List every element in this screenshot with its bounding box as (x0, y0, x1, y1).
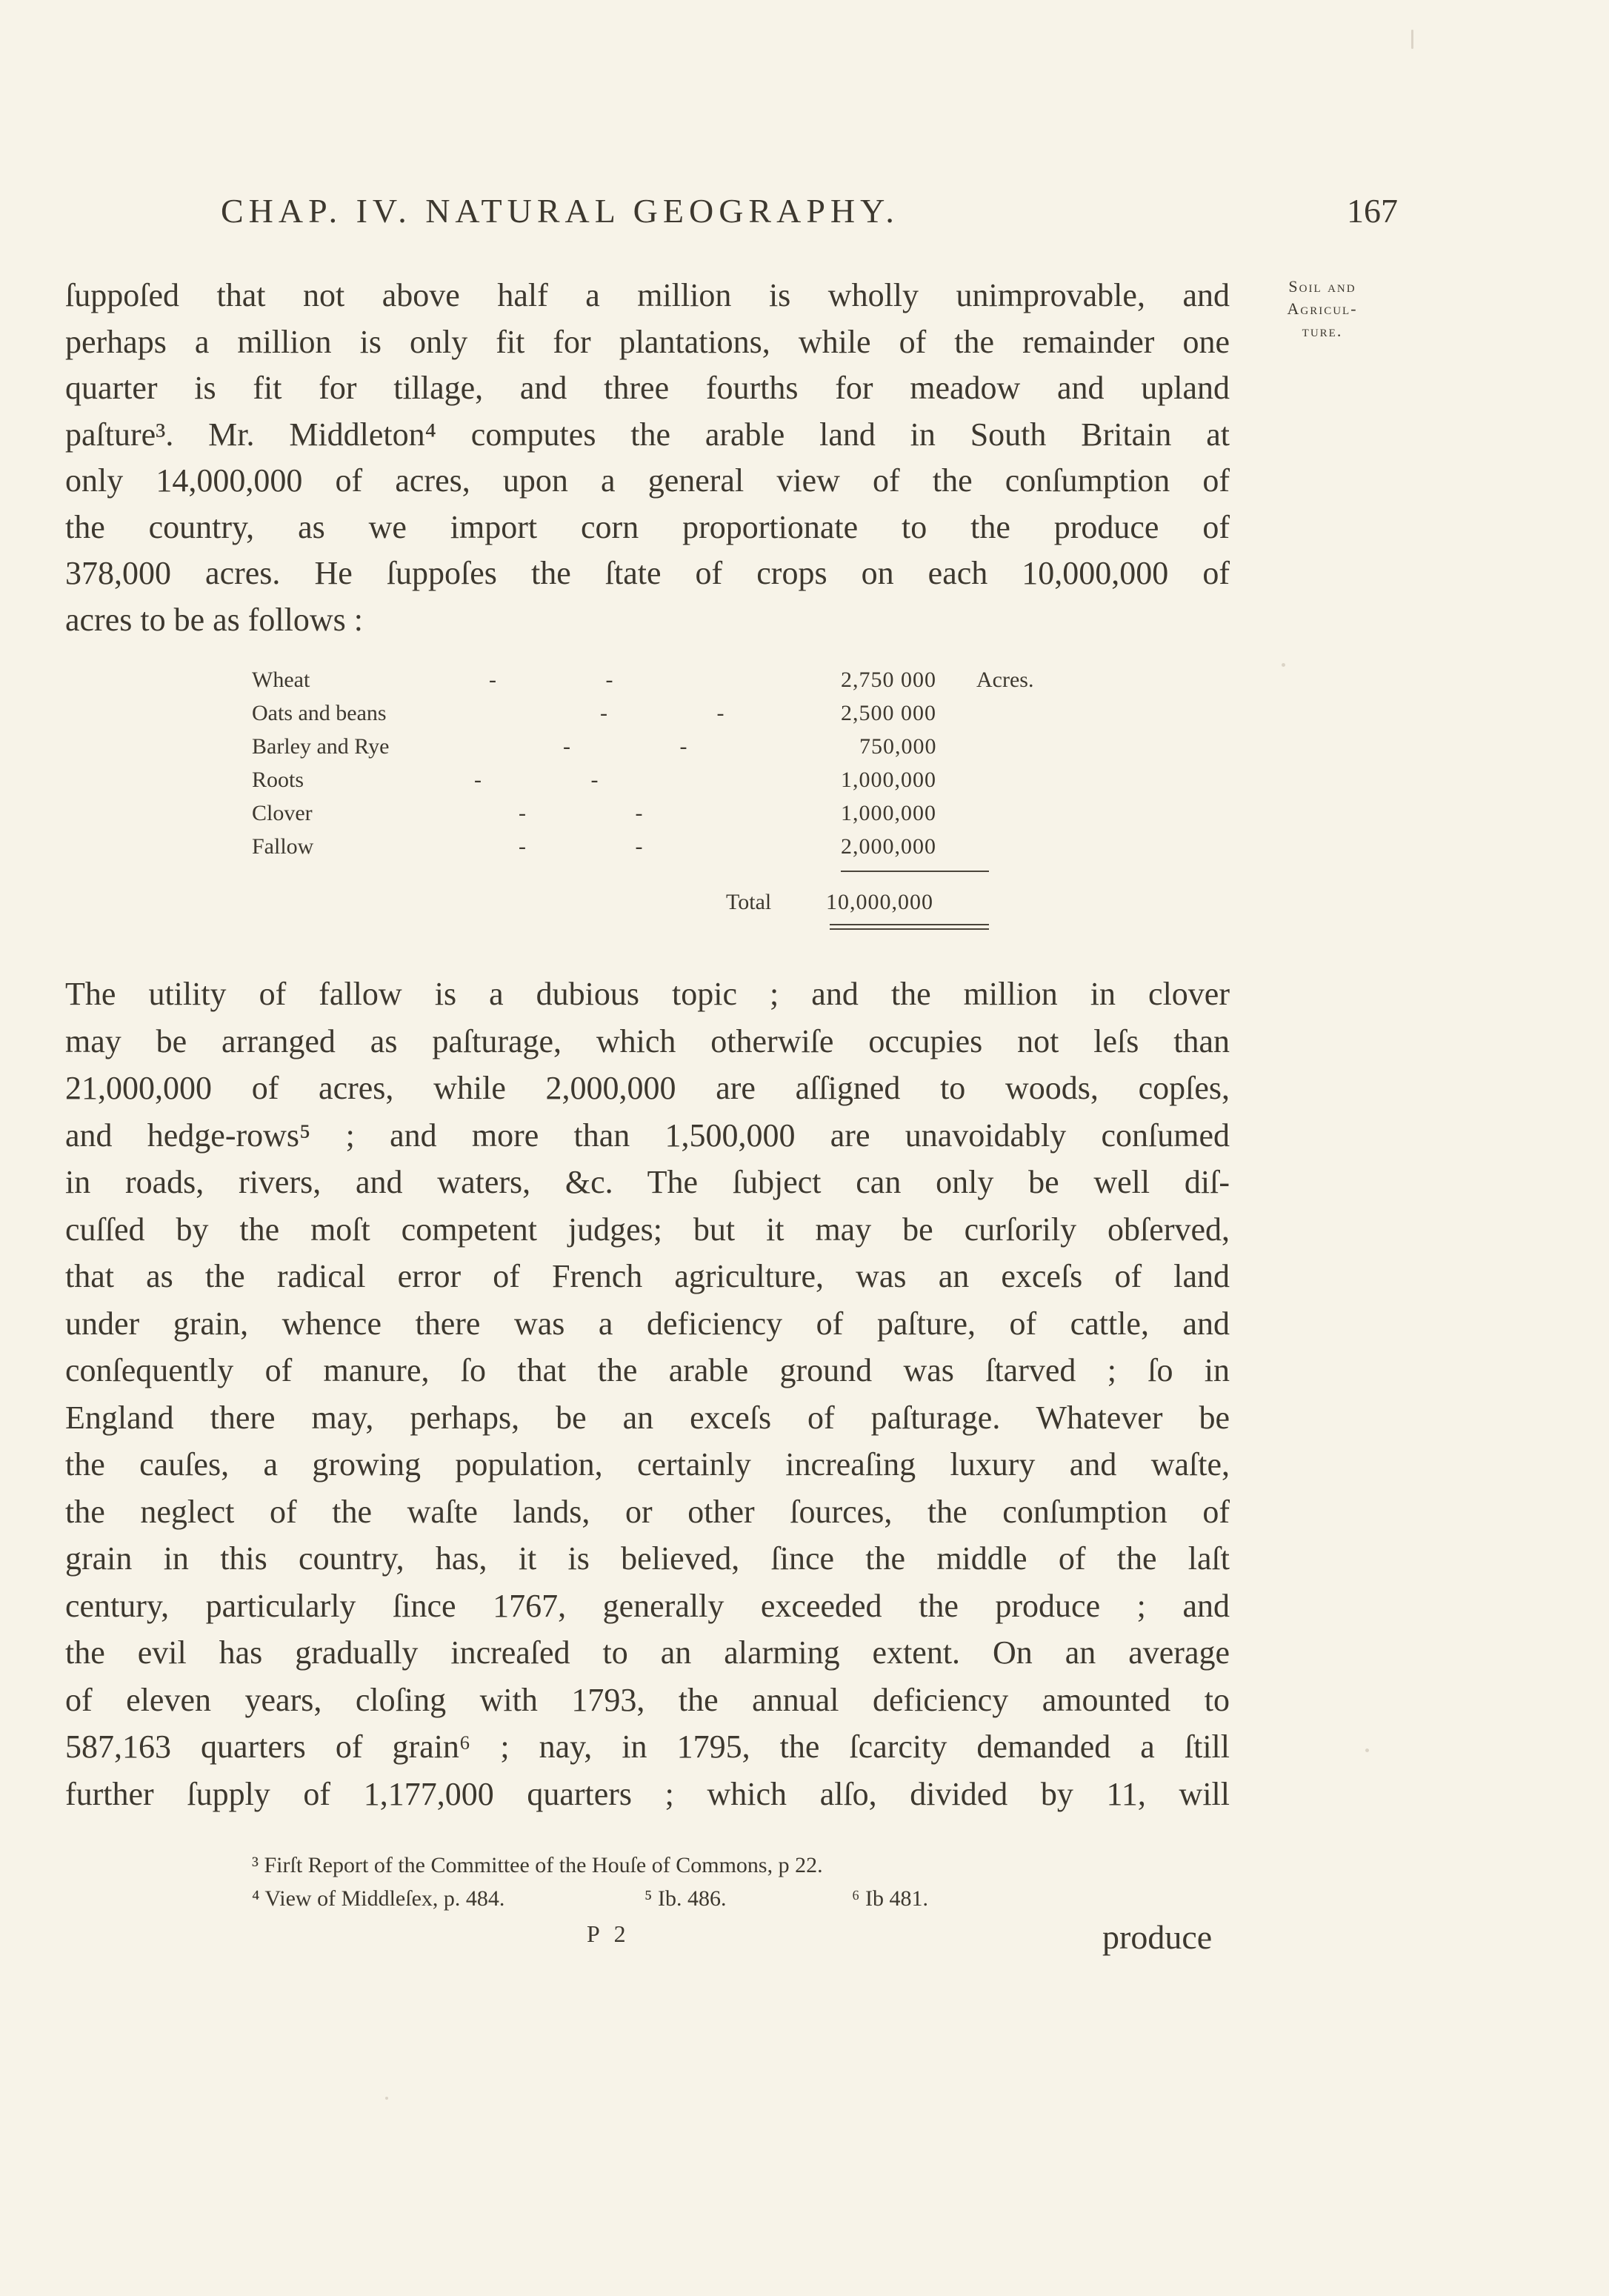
crop-name: Barley and Rye (252, 734, 390, 759)
marginal-note-line: Soil and (1288, 277, 1356, 296)
text-line: may be arranged as paſturage, which otherwiſe occupies not leſs than (65, 1022, 1230, 1059)
total-value: 10,000,000 (826, 890, 933, 914)
crop-table (252, 663, 1067, 914)
crop-acres: 1,000,000 (841, 768, 936, 792)
footnote-5: ⁵ Ib. 486. (644, 1886, 727, 1911)
text-line: 378,000 acres. He ſuppoſes the ſtate of crops on each 10,000,000 of (65, 555, 1230, 591)
text-line: in roads, rivers, and waters, &c. The ſubject can only be well diſ- (65, 1164, 1230, 1200)
crop-leader: - - (519, 834, 695, 859)
crop-unit: Acres. (976, 668, 1034, 692)
crop-leader: - - (489, 668, 665, 692)
marginal-note (1259, 276, 1385, 342)
crop-acres: 2,000,000 (841, 834, 936, 859)
text-line: that as the radical error of French agriculture, was an exceſs of land (65, 1258, 1230, 1294)
text-line: the cauſes, a growing population, certainly increaſing luxury and waſte, (65, 1446, 1230, 1483)
footnote-3: ³ Firſt Report of the Committee of the Houſe of Commons, p 22. (252, 1853, 823, 1877)
crop-name: Wheat (252, 668, 310, 692)
text-line: conſequently of manure, ſo that the arable ground was ſtarved ; ſo in (65, 1352, 1230, 1388)
text-line: only 14,000,000 of acres, upon a general view of the conſumption of (65, 462, 1230, 499)
catchword: produce (1102, 1918, 1213, 1956)
text-line: cuſſed by the moſt competent judges; but it may be curſorily obſerved, (65, 1211, 1230, 1248)
text-line: ſuppoſed that not above half a million is wholly unimprovable, and (65, 277, 1230, 313)
table-double-rule (830, 924, 989, 930)
crop-row (252, 796, 1067, 830)
paragraph-2 (65, 971, 1230, 1817)
text-line: under grain, whence there was a deficiency of paſture, of cattle, and (65, 1305, 1230, 1342)
table-rule (841, 871, 989, 872)
marginal-note-line: Agricul- (1287, 299, 1358, 318)
paper-speck (985, 1789, 988, 1792)
text-line: the country, as we import corn proportionate to the produce of (65, 508, 1230, 545)
crop-name: Oats and beans (252, 701, 387, 725)
footnote-4: ⁴ View of Middleſex, p. 484. (252, 1886, 505, 1911)
text-line: England there may, perhaps, be an exceſs of paſturage. Whatever be (65, 1399, 1230, 1436)
crop-leader: - - (519, 801, 695, 825)
crop-row (252, 696, 1067, 730)
crop-acres: 2,750 000 (841, 668, 936, 692)
crop-acres: 1,000,000 (841, 801, 936, 825)
crop-row (252, 763, 1067, 796)
crop-acres: 750,000 (859, 734, 937, 759)
total-row (252, 885, 1067, 919)
text-line: The utility of fallow is a dubious topic ; and the million in clover (65, 976, 1230, 1012)
text-line: the evil has gradually increaſed to an alarming extent. On an average (65, 1634, 1230, 1671)
footnote-6: ⁶ Ib 481. (852, 1886, 928, 1911)
crop-name: Roots (252, 768, 304, 792)
paper-speck (1282, 663, 1285, 667)
total-label: Total (726, 890, 772, 914)
running-head: CHAP. IV. NATURAL GEOGRAPHY. (221, 192, 899, 230)
text-line: grain in this country, has, it is believed, ſince the middle of the laſt (65, 1540, 1230, 1577)
crop-leader: - - (563, 734, 739, 759)
text-line: of eleven years, cloſing with 1793, the annual deficiency amounted to (65, 1681, 1230, 1718)
crop-row (252, 663, 1067, 696)
text-line: the neglect of the waſte lands, or other ſources, the conſumption of (65, 1493, 1230, 1530)
crop-row (252, 830, 1067, 863)
paper-speck (385, 2097, 388, 2100)
crop-acres: 2,500 000 (841, 701, 936, 725)
crop-row (252, 730, 1067, 763)
crop-name: Fallow (252, 834, 314, 859)
crop-leader: - - (474, 768, 650, 792)
signature-mark: P 2 (587, 1920, 630, 1947)
text-line: 587,163 quarters of grain⁶ ; nay, in 1795, the ſcarcity demanded a ſtill (65, 1728, 1230, 1765)
text-line: quarter is fit for tillage, and three fourths for meadow and upland (65, 370, 1230, 406)
text-line: 21,000,000 of acres, while 2,000,000 are aſſigned to woods, copſes, (65, 1070, 1230, 1106)
crop-name: Clover (252, 801, 313, 825)
marginal-note-line: ture. (1302, 322, 1343, 340)
page-number: 167 (1347, 192, 1398, 230)
paragraph-1 (65, 273, 1230, 643)
crop-leader: - - (600, 701, 776, 725)
text-line: acres to be as follows : (65, 601, 363, 638)
paper-speck (1365, 1748, 1369, 1752)
text-line: and hedge-rows⁵ ; and more than 1,500,000 are unavoidably conſumed (65, 1117, 1230, 1154)
paper-speck (1411, 30, 1413, 49)
text-line: further ſupply of 1,177,000 quarters ; which alſo, divided by 11, will (65, 1775, 1230, 1812)
text-line: perhaps a million is only fit for plantations, while of the remainder one (65, 323, 1230, 360)
text-line: paſture³. Mr. Middleton⁴ computes the arable land in South Britain at (65, 416, 1230, 453)
text-line: century, particularly ſince 1767, generally exceeded the produce ; and (65, 1587, 1230, 1624)
